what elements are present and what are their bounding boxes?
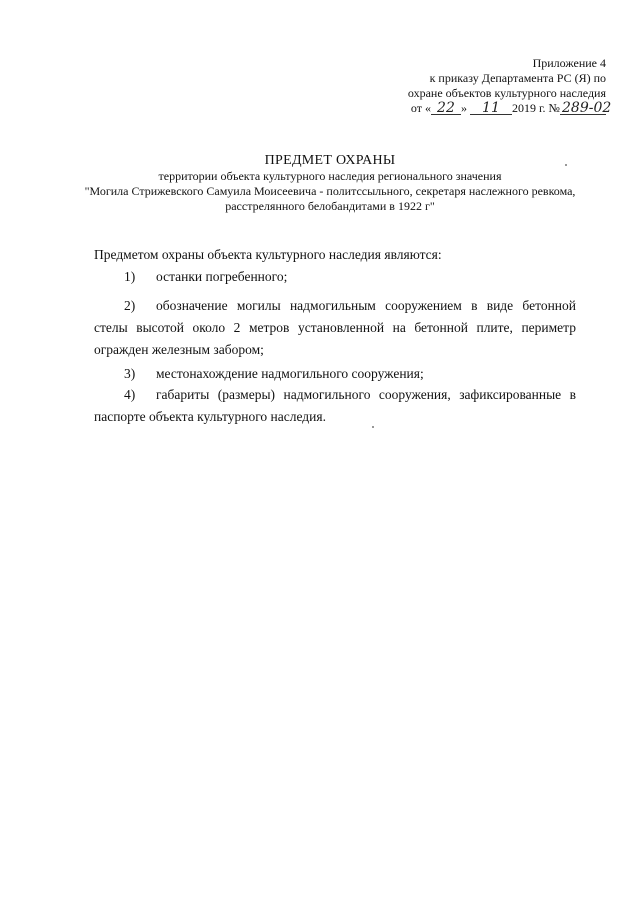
- list-item: [94, 363, 576, 385]
- list-item: [94, 295, 576, 361]
- annex-department: охране объектов культурного наследия: [407, 86, 606, 100]
- heading-line-3: расстрелянного белобандитами в 1922 г": [225, 199, 435, 213]
- list-item-text: обозначение могилы надмогильным сооружением в виде бетонной стелы высотой около 2 метров установленной на бетонной плите, периметр огражден железным забором;: [94, 298, 576, 357]
- heading-line-1: территории объекта культурного наследия регионального значения: [158, 169, 502, 183]
- annex-header: [366, 56, 612, 116]
- scan-speck: [565, 164, 567, 166]
- list-item-text: останки погребенного;: [156, 269, 288, 284]
- list-item: [94, 384, 576, 428]
- heading-line-2: "Могила Стрижевского Самуила Моисеевича - политссыльного, секретаря наслежного ревкома,: [84, 184, 576, 198]
- list-item: [94, 266, 576, 288]
- date-day-handwritten: 22: [431, 102, 461, 115]
- list-item-text: габариты (размеры) надмогильного сооружения, зафиксированные в паспорте объекта культурного наследия.: [94, 387, 576, 424]
- date-month-handwritten: 11: [470, 102, 512, 115]
- date-mid: »: [460, 101, 467, 115]
- annex-date-line: [366, 100, 612, 116]
- list-item-number: 1): [124, 269, 136, 284]
- order-number-handwritten: 289-02: [562, 100, 612, 116]
- date-prefix: от «: [410, 101, 431, 115]
- document-title: ПРЕДМЕТ ОХРАНЫ: [264, 153, 396, 168]
- list-item-number: 3): [124, 366, 136, 381]
- annex-order-ref: к приказу Департамента РС (Я) по: [429, 71, 606, 85]
- list-item-text: местонахождение надмогильного сооружения;: [156, 366, 424, 381]
- list-item-number: 2): [124, 298, 136, 313]
- intro-sentence: Предметом охраны объекта культурного наследия являются:: [94, 247, 442, 262]
- scan-speck: [372, 426, 374, 428]
- document-heading: [70, 152, 590, 214]
- annex-number: Приложение 4: [532, 56, 606, 70]
- date-year: 2019 г. №: [511, 101, 560, 115]
- list-item-number: 4): [124, 387, 136, 402]
